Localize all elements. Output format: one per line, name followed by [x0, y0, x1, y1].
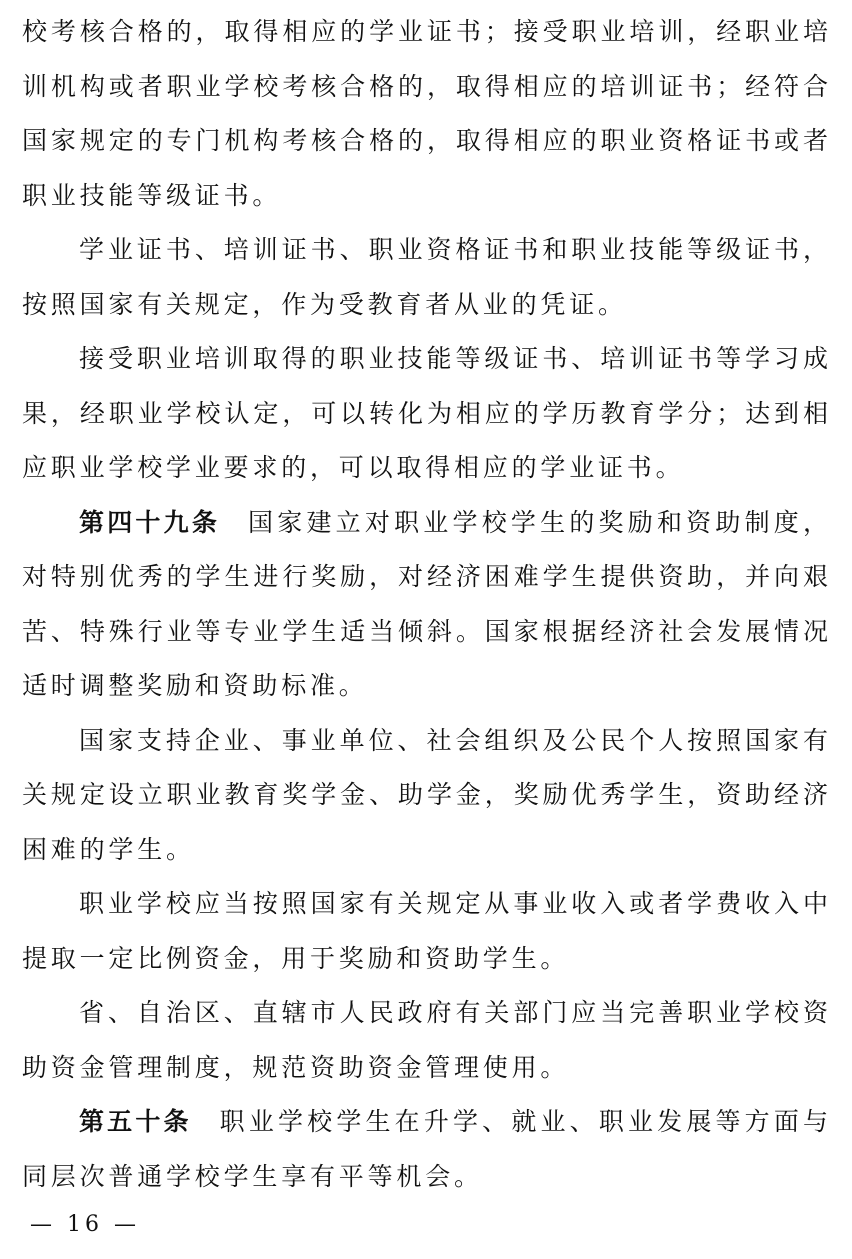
line-text: 提取一定比例资金，用于奖励和资助学生。 — [22, 943, 570, 973]
text-line — [22, 1150, 830, 1205]
line-text: 适时调整奖励和资助标准。 — [22, 671, 368, 700]
line-text: 校考核合格的，取得相应的学业证书；接受职业培训，经职业培 — [22, 17, 830, 46]
paragraph — [22, 5, 830, 223]
text-line — [22, 169, 830, 224]
text-line — [22, 387, 830, 442]
text-line — [22, 114, 830, 169]
paragraph — [22, 332, 830, 496]
line-text: 应职业学校学业要求的，可以取得相应的学业证书。 — [22, 453, 685, 482]
line-text: 职业技能等级证书。 — [22, 180, 282, 210]
paragraph — [22, 223, 830, 332]
line-text: 国家建立对职业学校学生的奖励和资助制度， — [248, 507, 830, 537]
line-text: 职业学校应当按照国家有关规定从事业收入或者学费收入中 — [79, 889, 830, 918]
text-line — [22, 496, 830, 551]
page-number: — 16 — — [30, 1212, 140, 1237]
text-line — [22, 932, 830, 987]
line-text: 省、自治区、直辖市人民政府有关部门应当完善职业学校资 — [79, 998, 830, 1027]
text-line — [22, 823, 830, 878]
line-text: 接受职业培训取得的职业技能等级证书、培训证书等学习成 — [79, 344, 830, 373]
text-line — [22, 5, 830, 60]
article-paragraph — [22, 1095, 830, 1204]
text-line — [22, 550, 830, 605]
text-line — [22, 441, 830, 496]
paragraph — [22, 986, 830, 1095]
line-text: 对特别优秀的学生进行奖励，对经济困难学生提供资助，并向艰 — [22, 562, 830, 591]
line-text: 果，经职业学校认定，可以转化为相应的学历教育学分；达到相 — [22, 398, 830, 428]
line-text: 学业证书、培训证书、职业资格证书和职业技能等级证书， — [79, 235, 830, 264]
line-text: 苦、特殊行业等专业学生适当倾斜。国家根据经济社会发展情况 — [22, 616, 830, 646]
text-line — [22, 1095, 830, 1150]
text-line — [22, 877, 830, 932]
text-line — [22, 986, 830, 1041]
text-line — [22, 278, 830, 333]
text-line — [22, 332, 830, 387]
article-paragraph — [22, 496, 830, 714]
line-text: 国家支持企业、事业单位、社会组织及公民个人按照国家有 — [79, 725, 830, 755]
line-text: 国家规定的专门机构考核合格的，取得相应的职业资格证书或者 — [22, 126, 830, 155]
text-line — [22, 659, 830, 714]
article-number: 第五十条 — [79, 1107, 192, 1136]
line-text: 按照国家有关规定，作为受教育者从业的凭证。 — [22, 289, 627, 319]
text-line — [22, 223, 830, 278]
text-line — [22, 1041, 830, 1096]
document-body — [22, 5, 830, 1204]
article-number: 第四十九条 — [79, 507, 221, 537]
paragraph — [22, 877, 830, 986]
text-line — [22, 60, 830, 115]
text-line — [22, 714, 830, 769]
paragraph — [22, 714, 830, 878]
text-line — [22, 605, 830, 660]
line-text: 困难的学生。 — [22, 834, 195, 864]
line-text: 职业学校学生在升学、就业、职业发展等方面与 — [219, 1107, 830, 1136]
line-text: 训机构或者职业学校考核合格的，取得相应的培训证书；经符合 — [22, 71, 830, 101]
text-line — [22, 768, 830, 823]
line-text: 助资金管理制度，规范资助资金管理使用。 — [22, 1052, 570, 1082]
line-text: 关规定设立职业教育奖学金、助学金，奖励优秀学生，资助经济 — [22, 780, 830, 809]
line-text: 同层次普通学校学生享有平等机会。 — [22, 1161, 483, 1191]
